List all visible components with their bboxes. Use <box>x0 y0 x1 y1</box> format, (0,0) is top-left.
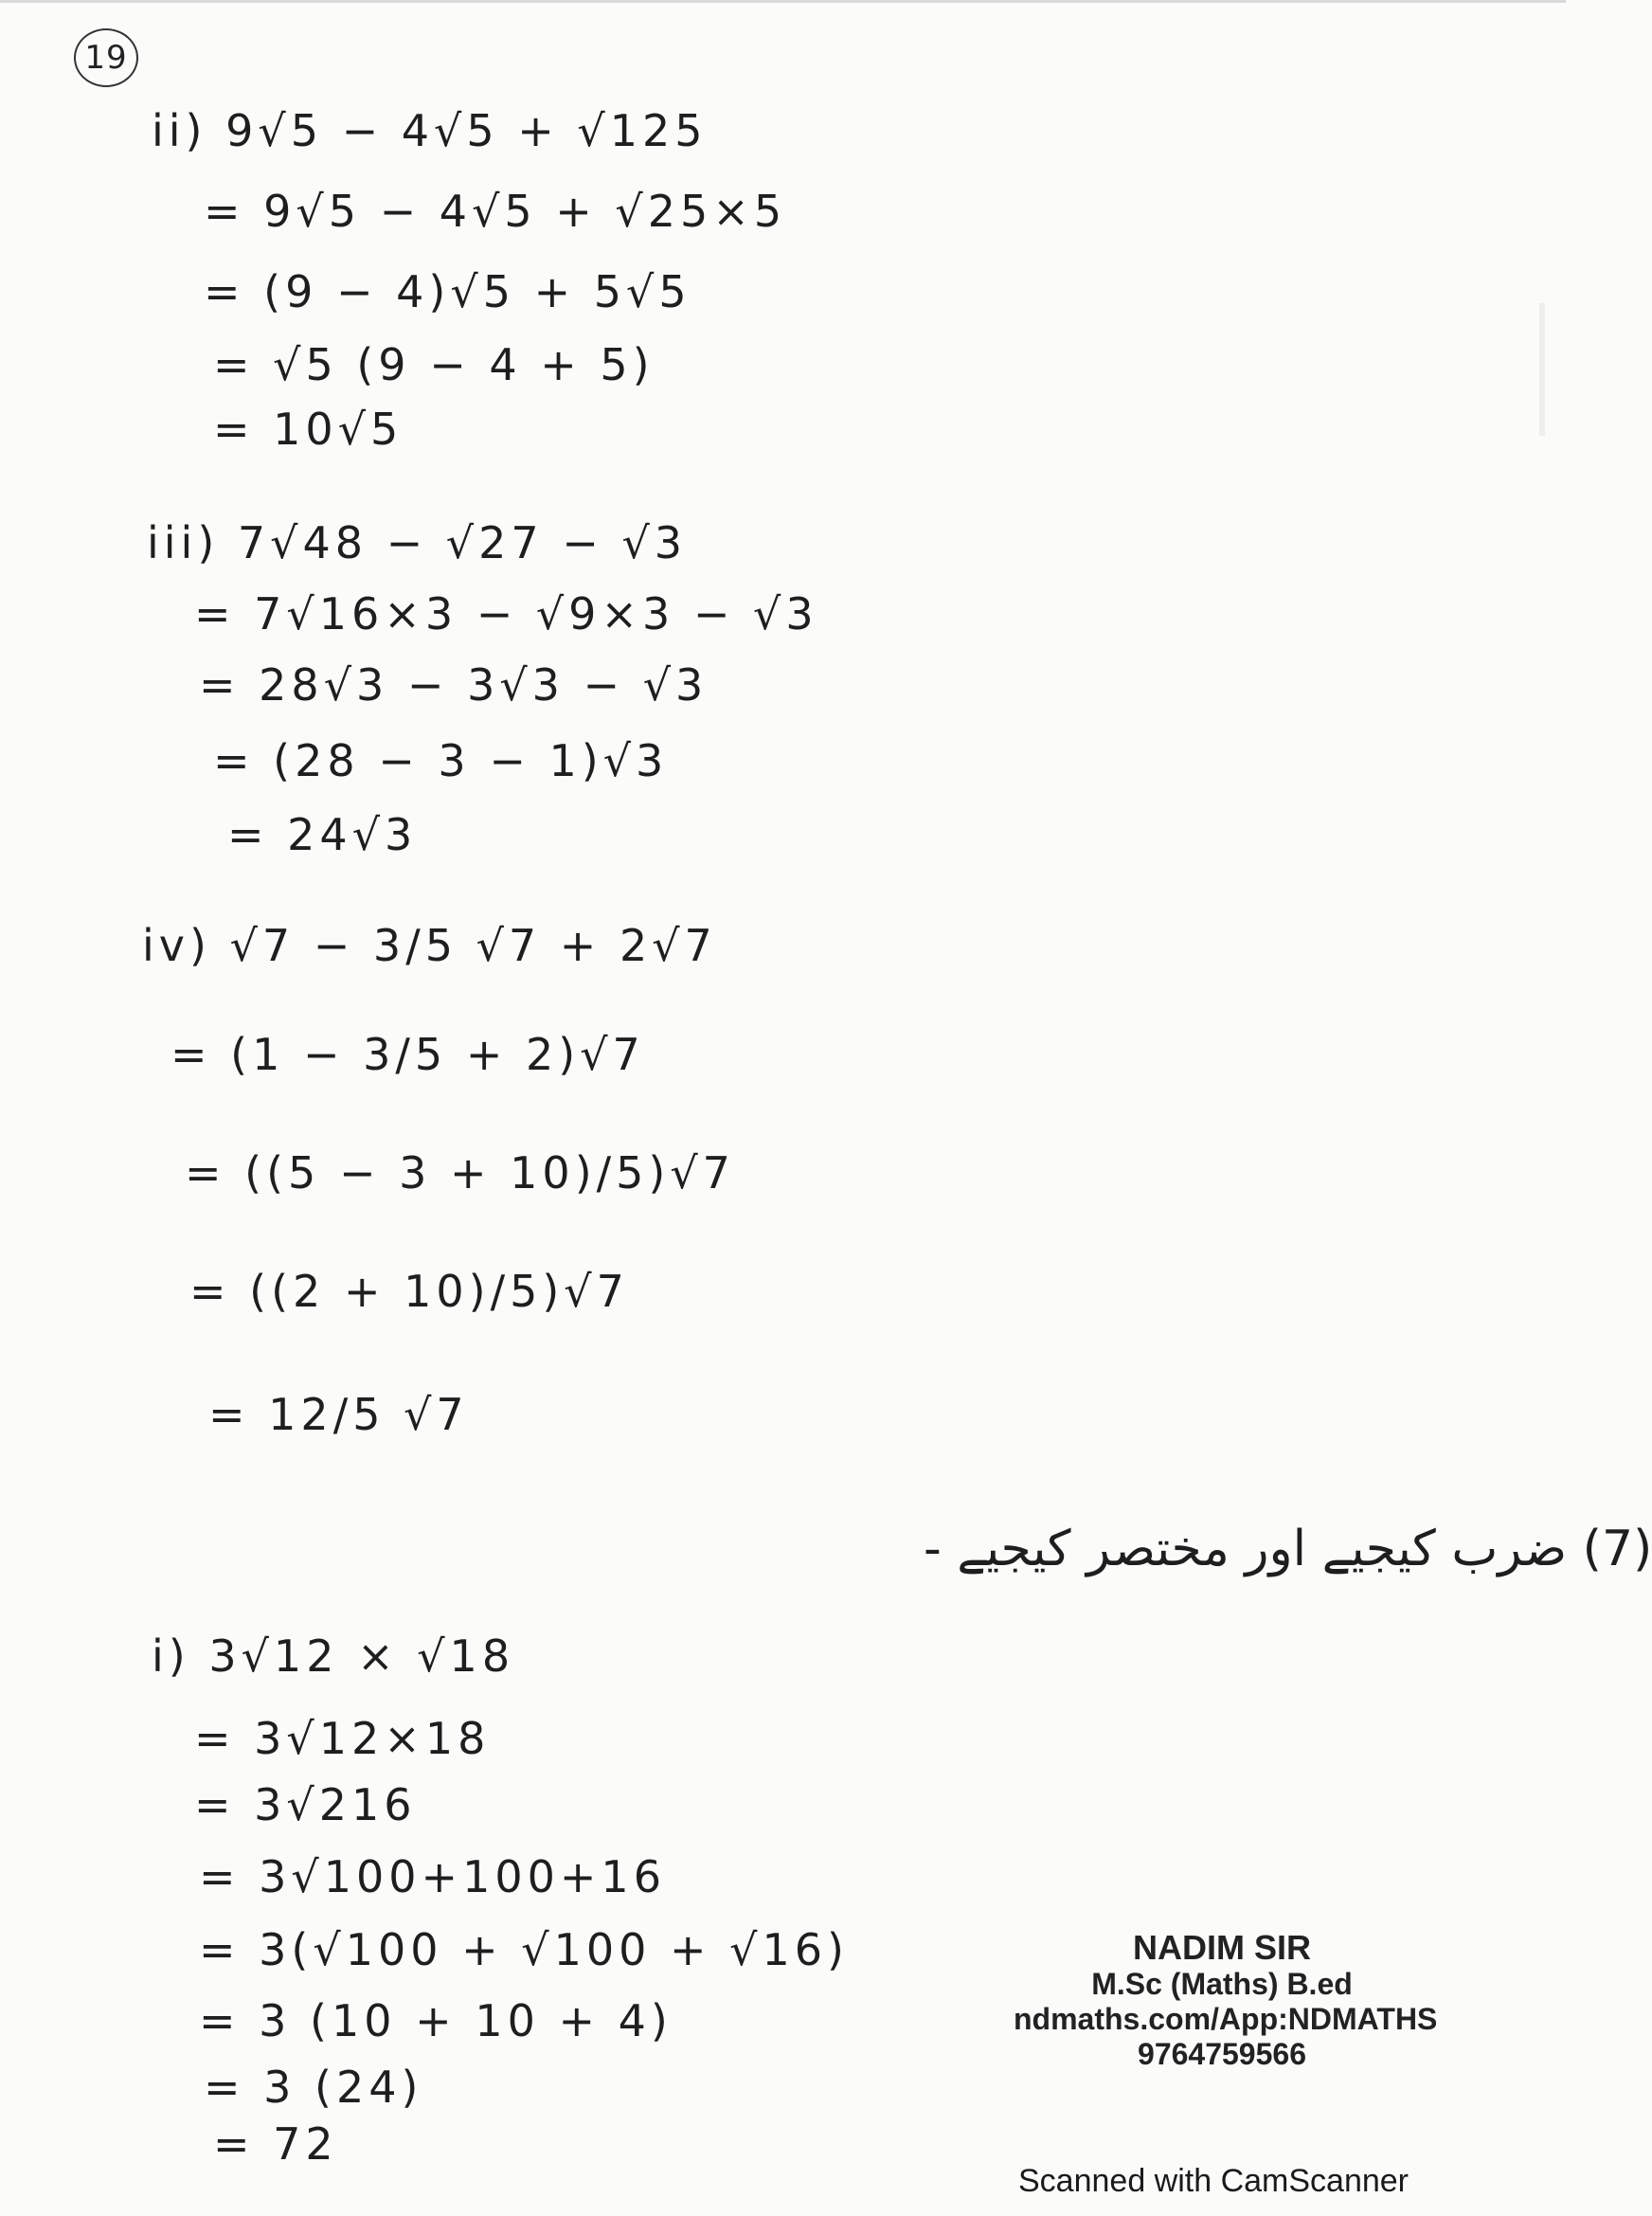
author-stamp <box>1014 1928 1438 2072</box>
equation-line: ii) 9√5 − 4√5 + √125 <box>152 105 708 156</box>
equation-line: = ((2 + 10)/5)√7 <box>189 1266 629 1317</box>
stamp-website: ndmaths.com/App:NDMATHS <box>1014 2002 1438 2037</box>
equation-line: i) 3√12 × √18 <box>152 1630 515 1682</box>
equation-line: = 7√16×3 − √9×3 − √3 <box>194 588 818 640</box>
equation-line: = 3 (10 + 10 + 4) <box>199 1995 673 2046</box>
equation-line: = ((5 − 3 + 10)/5)√7 <box>185 1147 735 1198</box>
equation-line: = 12/5 √7 <box>208 1389 469 1440</box>
equation-line: = 3(√100 + √100 + √16) <box>199 1924 849 1975</box>
equation-line: = √5 (9 − 4 + 5) <box>213 339 655 390</box>
equation-line: = 72 <box>213 2118 338 2170</box>
question-7-heading: (7) ضرب کیجیے اور مختصر کیجیے - <box>924 1521 1652 1577</box>
top-edge <box>0 0 1566 3</box>
equation-line: = 3√12×18 <box>194 1713 491 1764</box>
equation-line: = 10√5 <box>213 404 404 455</box>
stamp-qualification: M.Sc (Maths) B.ed <box>1091 1967 1353 2002</box>
stamp-name: NADIM SIR <box>1133 1928 1311 1967</box>
equation-line: = (1 − 3/5 + 2)√7 <box>171 1029 645 1080</box>
equation-line: = 3 (24) <box>204 2062 423 2113</box>
scanner-watermark: Scanned with CamScanner <box>1018 2163 1410 2199</box>
equation-line: = 3√100+100+16 <box>199 1851 666 1902</box>
equation-line: iii) 7√48 − √27 − √3 <box>147 517 688 568</box>
equation-line: = 9√5 − 4√5 + √25×5 <box>204 186 787 237</box>
equation-line: = 24√3 <box>227 809 418 860</box>
equation-line: = (28 − 3 − 1)√3 <box>213 735 669 786</box>
equation-line: iv) √7 − 3/5 √7 + 2√7 <box>142 920 717 971</box>
page-number-circle <box>74 28 138 87</box>
page-number: 19 <box>84 39 128 77</box>
equation-line: = (9 − 4)√5 + 5√5 <box>204 266 691 317</box>
equation-line: = 3√216 <box>194 1779 417 1830</box>
scan-shadow <box>1539 303 1545 436</box>
equation-line: = 28√3 − 3√3 − √3 <box>199 659 709 711</box>
stamp-phone: 9764759566 <box>1138 2036 1306 2071</box>
